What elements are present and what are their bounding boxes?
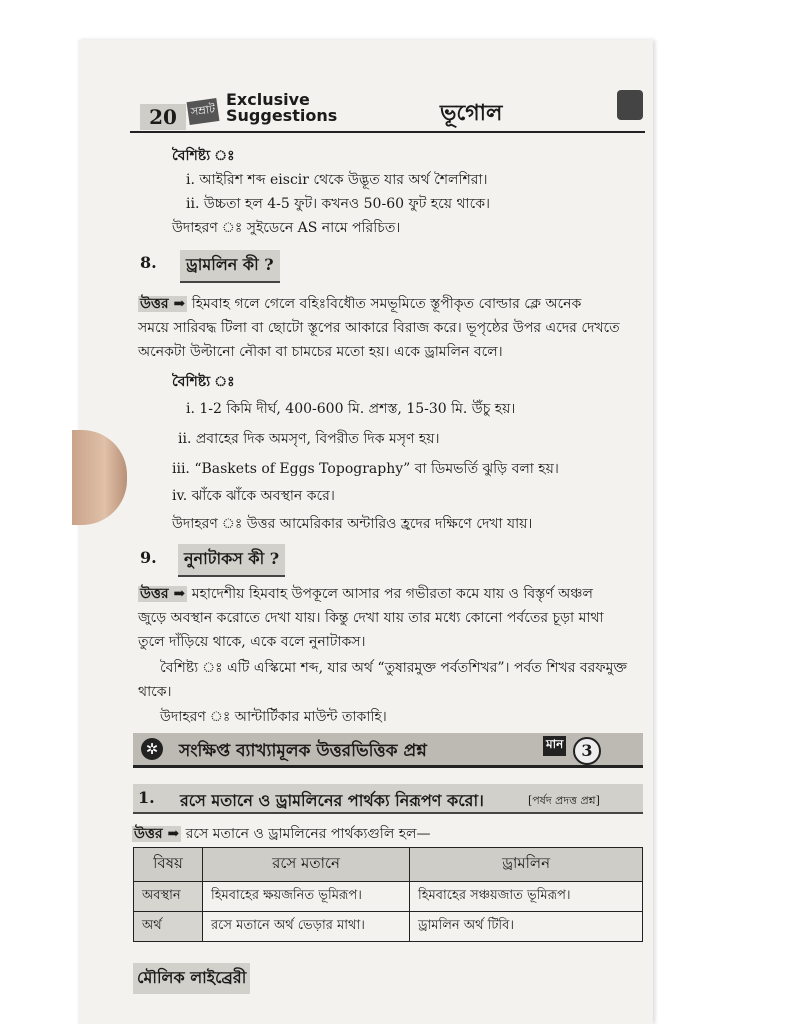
question-number: 8. xyxy=(140,253,157,272)
answer-label: উত্তর ➡ xyxy=(140,586,186,602)
comparison-table xyxy=(133,847,643,942)
brand-line-1: Exclusive xyxy=(226,90,310,109)
feature-item: ii. প্রবাহের দিক অমসৃণ, বিপরীত দিক মসৃণ হয়। xyxy=(178,431,440,447)
answer-line: জুড়ে অবস্থান করোতে দেখা যায়। কিন্তু দেখা যায় তার মধ্যে কোনো পর্বতের চূড়া মাথা xyxy=(138,610,604,626)
feature-item: iv. ঝাঁকে ঝাঁকে অবস্থান করে। xyxy=(172,488,335,504)
features-line: থাকে। xyxy=(138,684,172,700)
table-row xyxy=(134,912,643,942)
question-number: 9. xyxy=(140,548,157,567)
answer-line: সময়ে সারিবদ্ধ টিলা বা ছোটো স্তূপের আকারে বিরাজ করে। ভূপৃষ্ঠের উপর এদের দেখতে xyxy=(138,320,620,336)
table-cell: হিমবাহের ক্ষয়জনিত ভূমিরূপ। xyxy=(203,882,410,912)
example-text: উদাহরণ ঃ সুইডেনে AS নামে পরিচিত। xyxy=(172,220,401,236)
marks-label: মান xyxy=(543,736,566,756)
answer-line: মহাদেশীয় হিমবাহ উপকূলে আসার পর গভীরতা কমে যায় ও বিস্তৃর্ণ অঞ্চল xyxy=(191,586,593,602)
feature-item: ii. উচ্চতা হল 4-5 ফুট। কখনও 50-60 ফুট হয়ে থাকে। xyxy=(186,196,491,212)
table-cell: ড্রামলিন অর্থ টিবি। xyxy=(410,912,643,942)
feature-item: i. আইরিশ শব্দ eiscir থেকে উদ্ভূত যার অর্থ শৈলশিরা। xyxy=(186,172,488,188)
features-label: বৈশিষ্ট্য ঃ xyxy=(172,374,235,390)
table-header: ড্রামলিন xyxy=(410,848,643,882)
section-banner xyxy=(133,733,643,768)
publisher-name: মৌলিক লাইব্রেরী xyxy=(133,963,250,994)
question-number: 1. xyxy=(138,788,155,807)
answer-line: অনেকটা উল্টানো নৌকা বা চামচের মতো হয়। একে ড্রামলিন বলে। xyxy=(138,344,503,360)
example-text: উদাহরণ ঃ উত্তর আমেরিকার অন্টারিও হ্রদের দক্ষিণে দেখা যায়। xyxy=(172,516,533,532)
question-title: রসে মতানে ও ড্রামলিনের পার্থক্য নিরূপণ করো। xyxy=(180,791,484,810)
table-header-row xyxy=(134,848,643,882)
emblem-icon xyxy=(617,90,643,120)
question-title: নুনাটাকস কী ? xyxy=(178,544,285,577)
example-text: উদাহরণ ঃ আন্টার্টিকার মাউন্ট তাকাহি। xyxy=(160,709,387,725)
table-cell: হিমবাহের সঞ্চয়জাত ভূমিরূপ। xyxy=(410,882,643,912)
gear-icon: ✲ xyxy=(141,738,163,760)
page-number: 20 xyxy=(140,104,186,130)
answer-line: তুলে দাঁড়িয়ে থাকে, একে বলে নুনাটাকস। xyxy=(138,634,366,650)
brand-line-2: Suggestions xyxy=(226,106,338,125)
answer-label: উত্তর ➡ xyxy=(140,296,186,312)
brand-title xyxy=(226,92,337,124)
answer-line: হিমবাহ গলে গেলে বহিঃবিধৌত সমভূমিতে স্তূপীকৃত বোল্ডার ক্লে অনেক xyxy=(191,296,582,312)
brand-logo: সম্রাট xyxy=(187,98,220,125)
answer-label: উত্তর ➡ xyxy=(134,826,180,842)
section-title: সংক্ষিপ্ত ব্যাখ্যামূলক উত্তরভিত্তিক প্রশ্ন xyxy=(179,741,427,761)
feature-item: i. 1-2 কিমি দীর্ঘ, 400-600 মি. প্রশস্ত, 15-30 মি. উঁচু হয়। xyxy=(186,401,516,417)
marks-value: 3 xyxy=(573,737,601,765)
features-line: বৈশিষ্ট্য ঃ এটি এস্কিমো শব্দ, যার অর্থ “তুষারমুক্ত পর্বতশিখর”। পর্বত শিখর বরফমুক্ত xyxy=(160,660,627,676)
feature-item: iii. “Baskets of Eggs Topography” বা ডিমভর্তি ঝুড়ি বলা হয়। xyxy=(172,461,559,477)
table-header: রসে মতানে xyxy=(203,848,410,882)
table-row xyxy=(134,882,643,912)
table-header: বিষয় xyxy=(134,848,203,882)
answer-intro: রসে মতানে ও ড্রামলিনের পার্থক্যগুলি হল— xyxy=(185,826,431,842)
question-tag: [পর্ষদ প্রদত্ত প্রশ্ন] xyxy=(528,794,600,807)
question-title: ড্রামলিন কী ? xyxy=(180,250,280,283)
table-cell: অর্থ xyxy=(134,912,203,942)
table-cell: অবস্থান xyxy=(134,882,203,912)
features-label: বৈশিষ্ট্য ঃ xyxy=(172,148,235,164)
table-cell: রসে মতানে অর্থ ভেড়ার মাথা। xyxy=(203,912,410,942)
header-rule xyxy=(130,131,645,133)
subject-title: ভূগোল xyxy=(440,100,503,126)
